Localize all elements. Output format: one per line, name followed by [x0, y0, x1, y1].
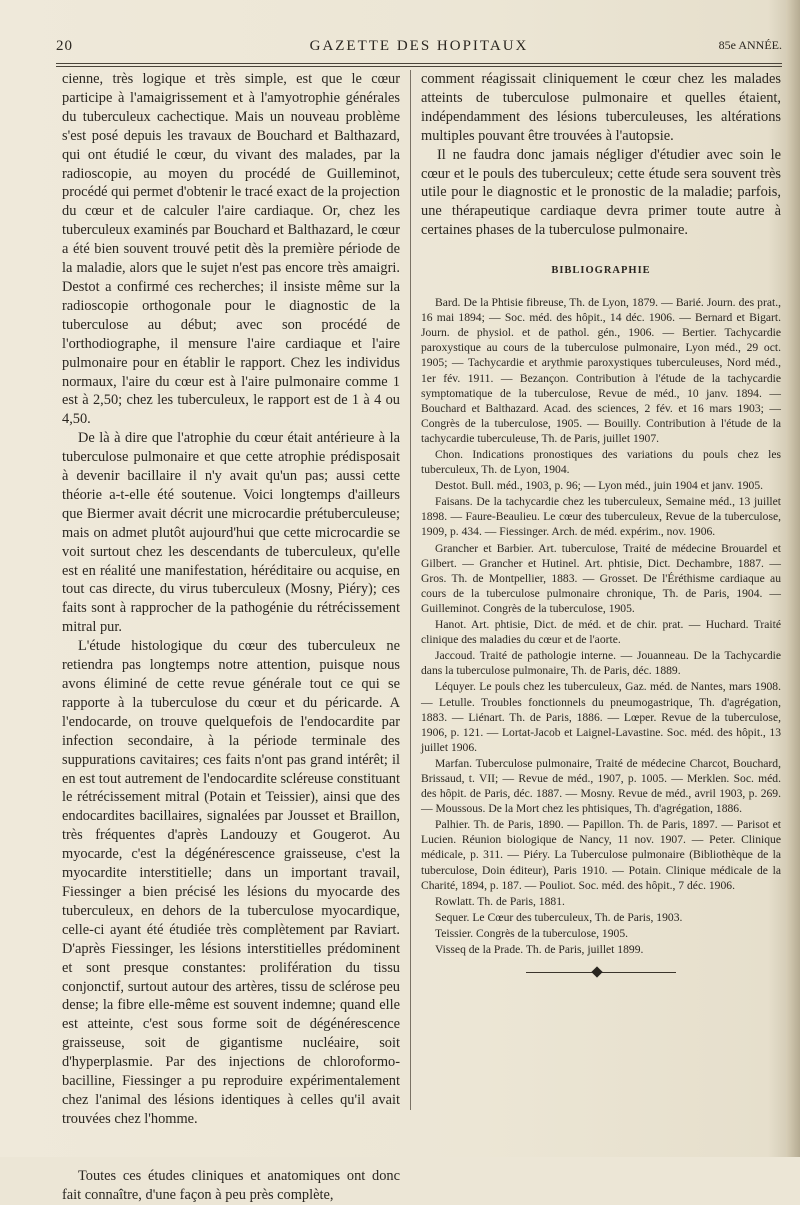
bibliography-entry: Hanot. Art. phtisie, Dict. de méd. et de chir. prat. — Huchard. Traité clinique des maladies du cœur et de l'aorte.	[421, 618, 781, 647]
bibliography-list	[421, 295, 781, 957]
paragraph: cienne, très logique et très simple, est que le cœur participe à l'amaigrissement et à l'amyotrophie générales du tuberculeux cachectique. Mais un nouveau problème s'est posé depuis les travaux de Bouchard et Balthazard, qui ont étudié le cœur, du vivant des malades, par la radioscopie, au moyen du procédé de Guilleminot, procédé qui permet d'obtenir le tracé exact de la projection du cœur et de calculer l'aire cardiaque. Or, chez les tuberculeux examinés par Bouchard et Balthazard, le cœur a été bien souvent trouvé petit dès la première période de la maladie, alors que le sujet n'est pas encore très amaigri. Destot a confirmé ces recherches; il insiste même sur la radioscopie orthogonale pour le diagnostic de la tuberculose au début; avec son procédé de l'orthodiographe, il mensure l'aire cardiaque et l'aire pulmonaire pour en établir le rapport. Chez les individus normaux, l'aire du cœur est à l'aire pulmonaire comme 1 est à 2,50; chez les tuberculeux, le rapport est de 1 à 4 ou 4,50.	[62, 71, 400, 428]
header-rule	[56, 63, 782, 64]
bibliography-entry: Chon. Indications pronostiques des variations du pouls chez les tuberculeux, Th. de Lyon, 1904.	[421, 448, 781, 477]
bibliography-entry: Destot. Bull. méd., 1903, p. 96; — Lyon méd., juin 1904 et janv. 1905.	[435, 479, 764, 493]
journal-title: GAZETTE DES HOPITAUX	[309, 38, 529, 54]
paragraph: Il ne faudra donc jamais négliger d'étudier avec soin le cœur et le pouls des tuberculeux; cette étude sera souvent très utile pour le diagnostic et le pronostic de la maladie; parfois, une thérapeutique cardiaque devra primer toute autre à certaines phases de la tuberculose pulmonaire.	[421, 146, 781, 239]
bibliography-entry: Grancher et Barbier. Art. tuberculose, Traité de médecine Brouardel et Gilbert. — Grancher et Hutinel. Art. phtisie, Dict. Dechambre, 1887. — Gros. Th. de Montpellier, 1883. — Grosset. De l'Éréthisme cardiaque au cours de la tuberculose pulmonaire chronique, Th. de Paris, 1904. — Guilleminot. Congrès de la tuberculose, 1905.	[421, 541, 781, 615]
paragraph: comment réagissait cliniquement le cœur chez les malades atteints de tuberculose pulmonaire et quelles étaient, indépendamment des lésions tuberculeuses, les altérations multiples pouvant être trouvées à l'autopsie.	[421, 71, 781, 144]
bibliography-entry: Jaccoud. Traité de pathologie interne. — Jouanneau. De la Tachycardie dans la tuberculose pulmonaire, Th. de Paris, déc. 1889.	[421, 649, 781, 678]
end-ornament	[526, 969, 676, 975]
right-column	[421, 70, 781, 975]
ornament-diamond-icon	[591, 966, 602, 977]
page-number: 20	[56, 38, 73, 54]
volume-year: 85e ANNÉE.	[718, 38, 782, 52]
paragraph: De là à dire que l'atrophie du cœur était antérieure à la tuberculose pulmonaire et que cette atrophie prédisposait à devenir bacillaire il n'y avait qu'un pas; aussi cette théorie a-t-elle été soutenue. Voici longtemps d'ailleurs que Biermer avait décrit une microcardie prétuberculeuse; mais on admet plutôt aujourd'hui que cette microcardie se voit surtout chez les descendants de tuberculeux, qu'elle est en réalité une manifestation, héréditaire ou acquise, en tout cas directe, du virus tuberculeux (Mosny, Piéry); ces faits sont à rapprocher de la pathogénie du rétrécissement mitral pur.	[62, 430, 400, 636]
paragraph: L'étude histologique du cœur des tuberculeux ne retiendra pas longtemps notre attention, puisque nous avons éliminé de cette revue générale tout ce qui se rapporte à la tuberculose du cœur et du péricarde. A l'endocarde, on trouve quelquefois de l'endocardite par infection secondaire, à la période terminale des suppurations cavitaires; ces faits n'ont pas grand intérêt; il en est tout autrement de l'endocardite scléreuse constituant le rétrécissement mitral (Potain et Teissier), ainsi que des endocardites bacillaires, signalées par Jousset et Braillon, très fréquentes d'après Landouzy et Gougerot. Au myocarde, c'est la dégénérescence graisseuse, c'est la myocardite interstitielle; dans un important travail, Fiessinger a bien précisé les lésions du myocarde des tuberculeux, en dehors de la tuberculose myocardique, celle-ci ayant été étudiée très complètement par Raviart. D'après Fiessinger, les lésions interstitielles prédominent et sont presque constantes: prolifération du tissu conjonctif, surtout autour des artères, tissu de sclérose peu dense; la fibre elle-même est souvent indemne; quand elle est atteinte, c'est sous forme soit de dégénérescence graisseuse, soit de gigantisme nucléaire, soit d'hyperplasmie. Par des injections de chloroformo-bacilline, Fiessinger a pu reproduire expérimentalement chez l'animal des lésions identiques à celles qu'il avait trouvées chez l'homme.	[62, 638, 400, 1127]
bibliography-entry: Bard. De la Phtisie fibreuse, Th. de Lyon, 1879. — Barié. Journ. des prat., 16 mai 1894; — Soc. méd. des hôpit., 14 déc. 1906. — Bernard et Bigart. Journ. de physiol. et de pathol. gén., 1906. — Bertier. Tachycardie paroxystique au cours de la tuberculose pulmonaire, Lyon méd., 29 oct. 1905; — Tachycardie et arythmie paroxystiques tuberculeuses, Nord méd., 1er fév. 1911. — Bezançon. Contribution à l'étude de la tachycardie symptomatique de la tuberculose, Revue de méd., 10 janv. 1894. — Bouchard et Balthazard. Acad. des sciences, 2 fév. et 16 mars 1903; — Congrès de la tuberculose, 1905. — Bouilly. Contribution à l'étude de la tachycardie tuberculeuse, Th. de Paris, juillet 1907.	[421, 296, 781, 445]
paragraph: Toutes ces études cliniques et anatomiques ont donc fait connaître, d'une façon à peu près complète,	[62, 1167, 400, 1203]
page-spine-edge	[786, 0, 800, 1157]
left-column	[62, 70, 400, 1205]
bibliography-entry: Palhier. Th. de Paris, 1890. — Papillon. Th. de Paris, 1897. — Parisot et Lucien. Réunion biologique de Nancy, 11 nov. 1907. — Peter. Clinique médicale, p. 311. — Piéry. La Tuberculose pulmonaire (Bibliothèque de la tuberculose, Doin éditeur), Paris 1910. — Potain. Clinique médicale de la Charité, 1894, p. 187. — Pouliot. Soc. méd. des hôpit., 7 déc. 1906.	[421, 818, 781, 892]
running-header	[56, 38, 782, 60]
bibliography-entry: Visseq de la Prade. Th. de Paris, juillet 1899.	[435, 943, 644, 956]
bibliography-entry: Sequer. Le Cœur des tuberculeux, Th. de Paris, 1903.	[435, 910, 683, 924]
bibliography-entry: Marfan. Tuberculose pulmonaire, Traité de médecine Charcot, Bouchard, Brissaud, t. VII; — Revue de méd., 1907, p. 1005. — Merklen. Soc. méd. des hôpit. de Paris, déc. 1887. — Mosny. Revue de méd., avril 1903, p. 269. — Moussous. De la Mort chez les phtisiques, Th. d'agrégation, 1886.	[421, 756, 781, 816]
bibliography-heading: BIBLIOGRAPHIE	[551, 265, 651, 277]
column-divider	[410, 70, 412, 1110]
header-rule	[56, 66, 782, 67]
bibliography-entry: Teissier. Congrès de la tuberculose, 1905.	[435, 926, 629, 940]
bibliography-entry: Rowlatt. Th. de Paris, 1881.	[435, 894, 565, 908]
bibliography-entry: Faisans. De la tachycardie chez les tuberculeux, Semaine méd., 13 juillet 1898. — Faure-Beaulieu. Le cœur des tuberculeux, Revue de la tuberculose, 1909, p. 434. — Fiessinger. Arch. de méd. expérim., nov. 1906.	[421, 495, 781, 539]
bibliography-entry: Léquyer. Le pouls chez les tuberculeux, Gaz. méd. de Nantes, mars 1908. — Letulle. Troubles fonctionnels du pneumogastrique, Th. d'agrégation, 1883. — Liénart. Th. de Paris, 1886. — Lœper. Revue de la tuberculose, 1906, p. 121. — Lortat-Jacob et Laignel-Lavastine. Soc. méd. des hôpit., 13 juillet 1906.	[421, 680, 781, 754]
